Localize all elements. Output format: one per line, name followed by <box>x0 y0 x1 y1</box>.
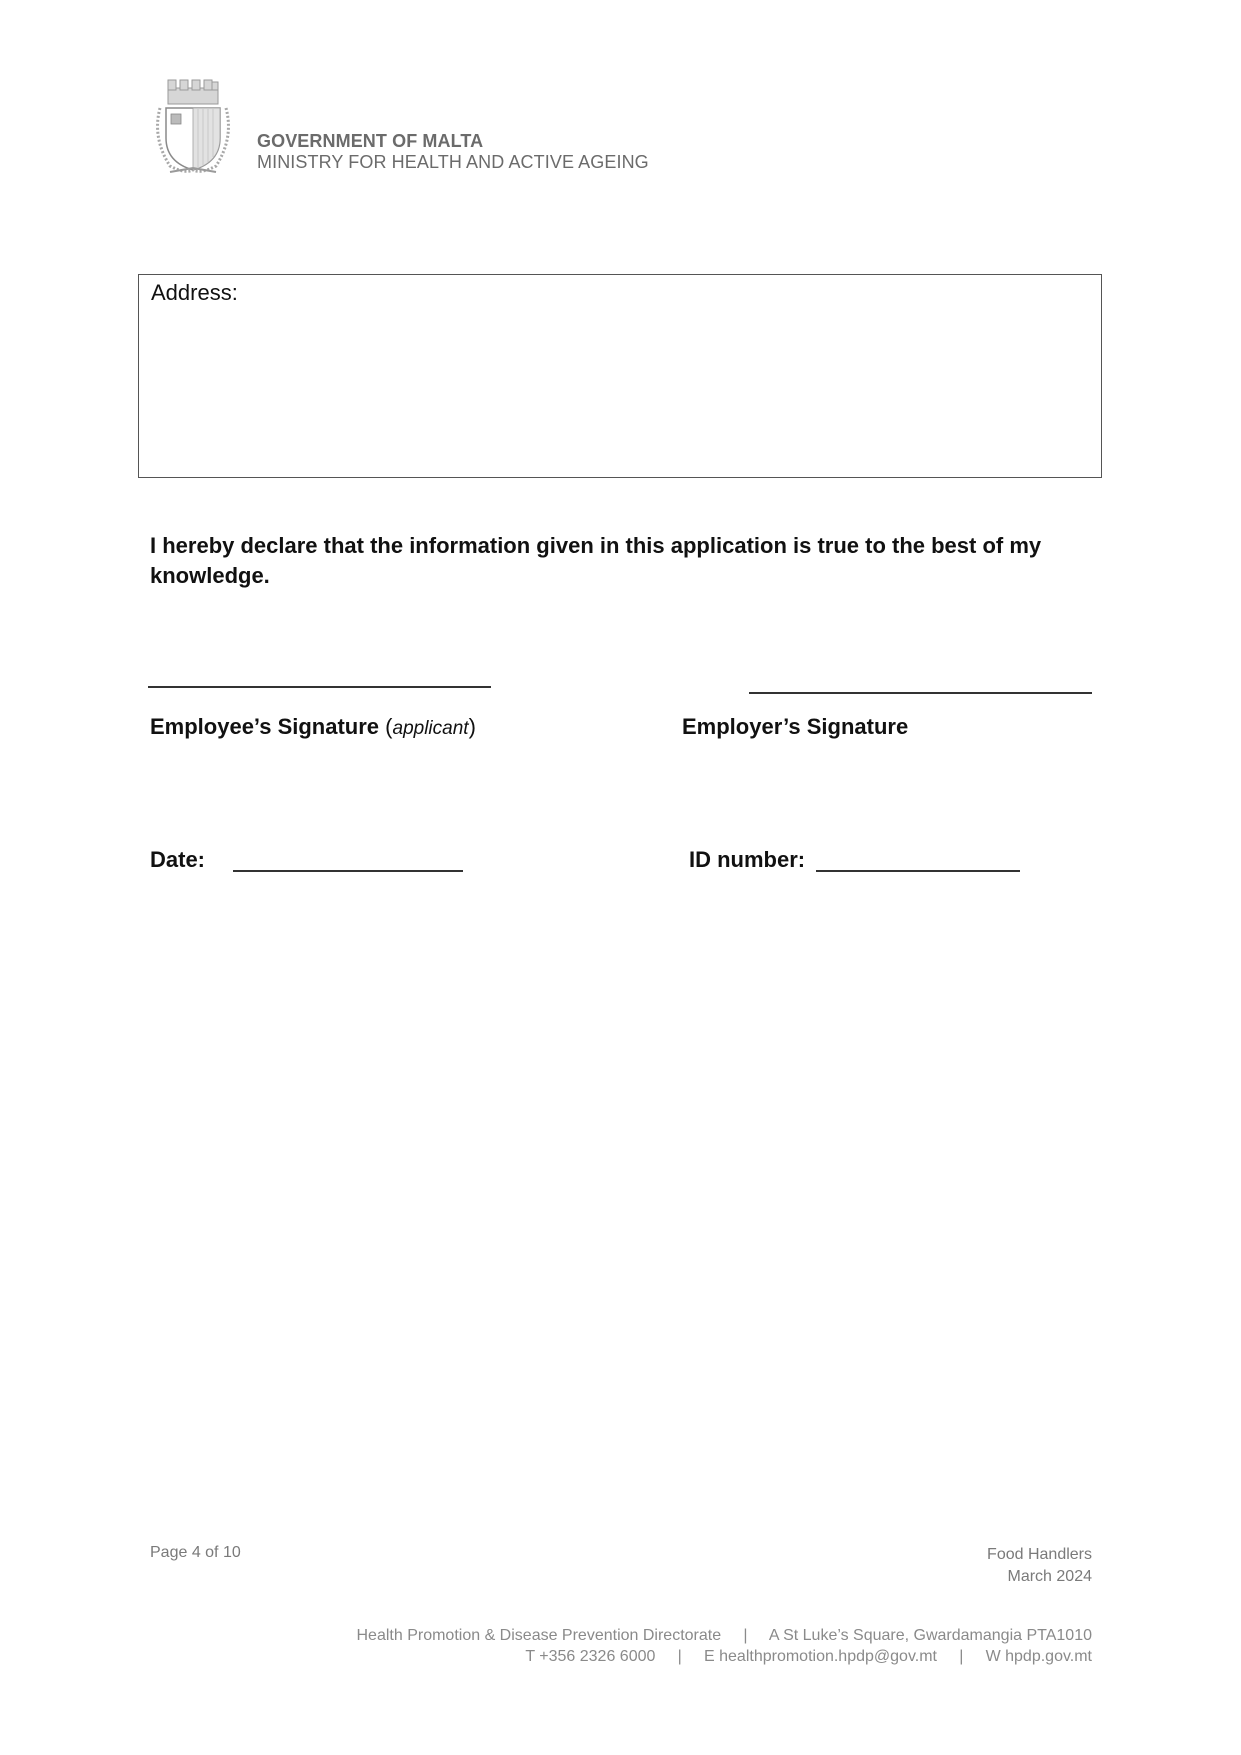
address-label: Address: <box>151 280 238 305</box>
employer-signature-line[interactable] <box>749 692 1092 694</box>
document-title: Food Handlers <box>987 1546 1092 1563</box>
employee-signature-label <box>150 714 476 740</box>
employee-signature-title: Employee’s Signature <box>150 714 380 739</box>
id-number-field-line[interactable] <box>816 870 1020 872</box>
paren-close: ) <box>468 714 476 739</box>
applicant-note: applicant <box>392 718 469 739</box>
contact-address-line: Health Promotion & Disease Prevention Directorate | A St Luke’s Square, Gwardamangia PTA1010 <box>356 1627 1092 1644</box>
document-info <box>987 1544 1092 1588</box>
date-field-line[interactable] <box>233 870 463 872</box>
malta-coat-of-arms-icon <box>150 78 236 178</box>
paren-open: ( <box>379 714 393 739</box>
declaration-text: I hereby declare that the information given in this application is true to the best of my knowledge. <box>150 533 1042 588</box>
employer-signature-label: Employer’s Signature <box>682 714 909 739</box>
contact-details-line: T +356 2326 6000 | E healthpromotion.hpdp@gov.mt | W hpdp.gov.mt <box>525 1648 1092 1665</box>
id-number-label: ID number: <box>689 847 806 872</box>
date-label: Date: <box>150 847 206 872</box>
ministry-name: MINISTRY FOR HEALTH AND ACTIVE AGEING <box>257 152 649 172</box>
document-date: March 2024 <box>1007 1568 1092 1585</box>
address-field[interactable] <box>138 274 1102 478</box>
page-number: Page 4 of 10 <box>150 1544 241 1561</box>
employee-signature-line[interactable] <box>148 686 491 688</box>
government-title: GOVERNMENT OF MALTA <box>257 131 484 151</box>
